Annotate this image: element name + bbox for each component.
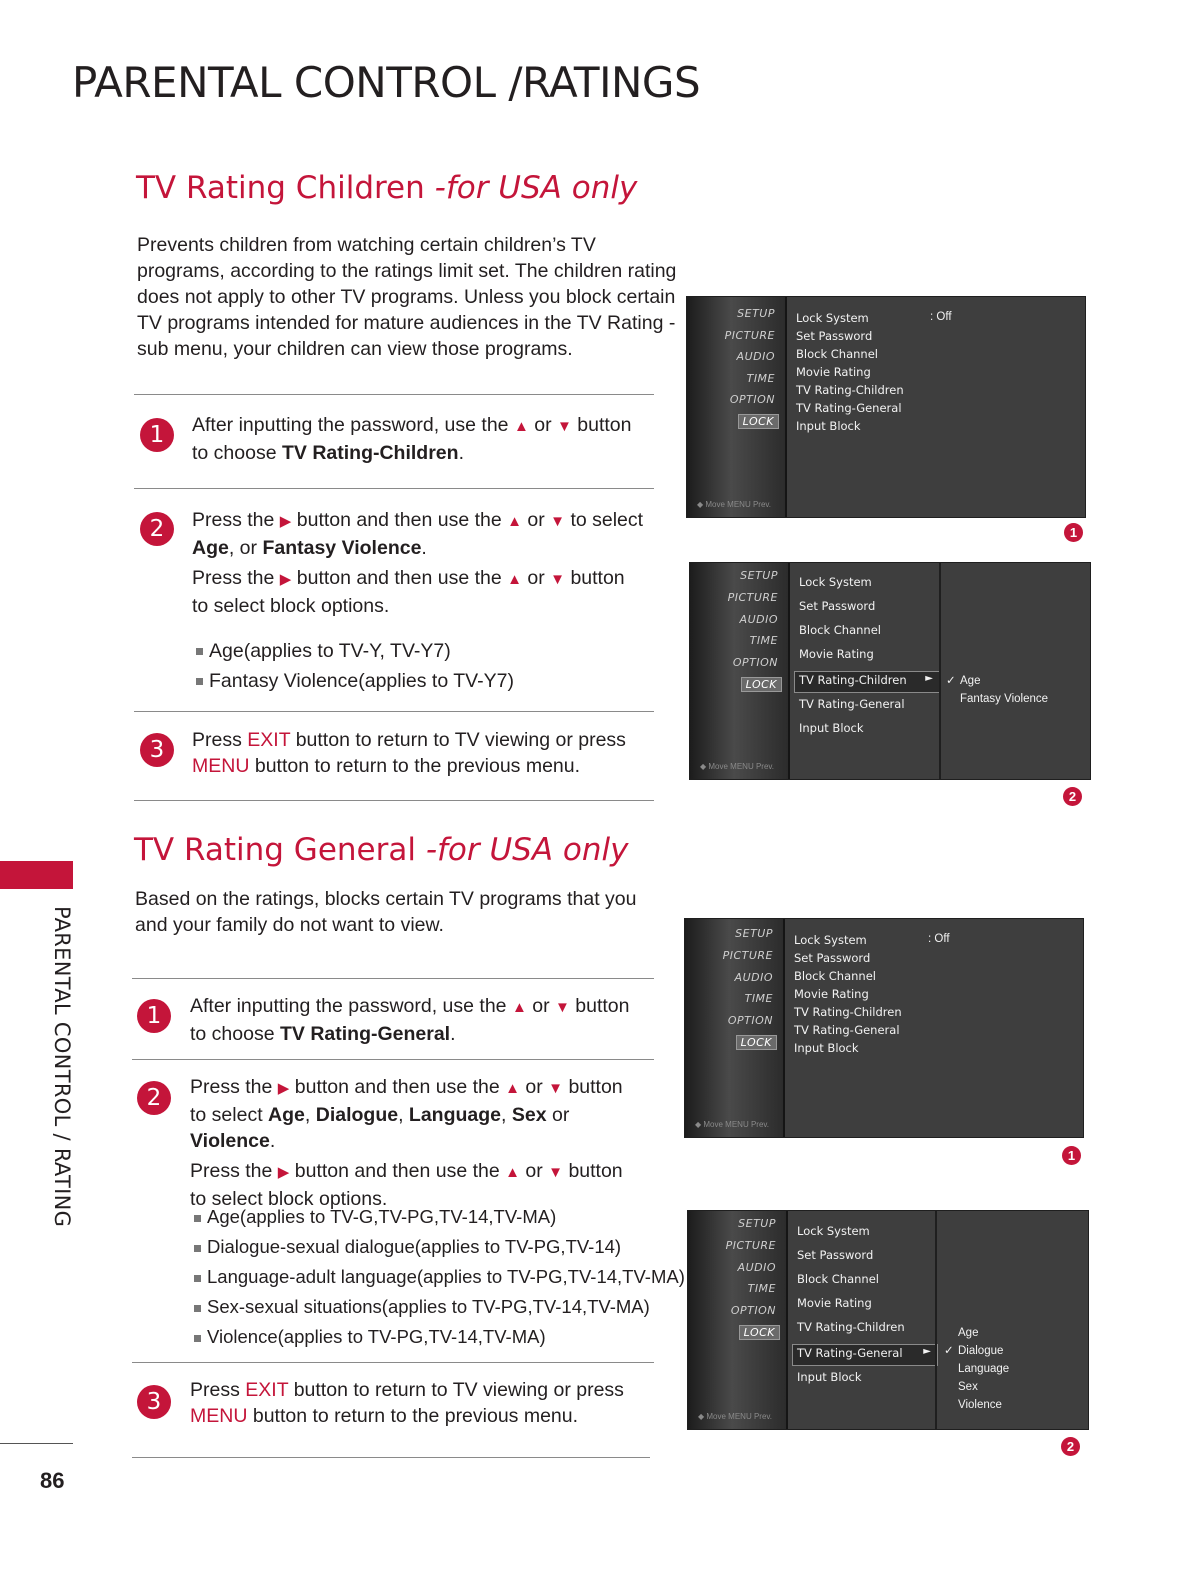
up-arrow-icon: ▲ [505,1164,520,1181]
figure-number: 1 [1064,523,1083,542]
section-title-text: TV Rating General [134,832,426,868]
list-item: Age(applies to TV-Y, TV-Y7) [196,636,514,666]
tv-category-panel: SETUP PICTURE AUDIO TIME OPTION LOCK ◆ Move MENU Prev. [687,297,787,517]
list-item: Violence(applies to TV-PG,TV-14,TV-MA) [194,1322,685,1352]
tv-category-panel: SETUP PICTURE AUDIO TIME OPTION LOCK ◆ Move MENU Prev. [685,919,785,1137]
tv-submenu: ✓ Age Fantasy Violence [946,675,1049,705]
figure-number: 2 [1061,1437,1080,1456]
section-title-children [136,170,637,206]
up-arrow-icon: ▲ [507,513,522,530]
tv-selected-item: TV Rating-General ► [792,1344,938,1366]
list-item: Sex-sexual situations(applies to TV-PG,TV-14,TV-MA) [194,1292,685,1322]
up-arrow-icon: ▲ [505,1080,520,1097]
tv-category-panel: SETUP PICTURE AUDIO TIME OPTION LOCK ◆ Move MENU Prev. [688,1211,788,1429]
rating-bullets [196,636,514,696]
section-title-text: TV Rating Children [136,170,435,206]
section-title-note: -for USA only [434,170,638,206]
tv-menu-screenshot: SETUP PICTURE AUDIO TIME OPTION LOCK ◆ Move MENU Prev. Lock System Set Password Block Channel Movie Rating TV Rating-Children TV Rating-General Input Block : Off [686,296,1086,518]
tv-menu-screenshot: SETUP PICTURE AUDIO TIME OPTION LOCK ◆ Move MENU Prev. Lock System Set Password Block Channel Movie Rating TV Rating-Children TV Rating-General ► Input Block Age ✓ Dialogue Language Sex Violence [687,1210,1089,1430]
list-item: Language-adult language(applies to TV-PG,TV-14,TV-MA) [194,1262,685,1292]
divider [132,1362,654,1363]
step-number: 2 [137,1081,171,1115]
figure-number: 2 [1063,787,1082,806]
step-number: 2 [140,512,174,546]
step-2-text: Press the ▶ button and then use the ▲ or ▼ to select Age, or Fantasy Violence. Press the ▶ button and then use the ▲ or ▼ button to select block options. [192,509,644,617]
tv-menu-screenshot: SETUP PICTURE AUDIO TIME OPTION LOCK ◆ Move MENU Prev. Lock System Set Password Block Channel Movie Rating TV Rating-Children TV Rating-General Input Block : Off [684,918,1084,1138]
divider [134,711,654,712]
page-title: PARENTAL CONTROL /RATINGS [72,58,701,107]
divider [132,1059,654,1060]
right-arrow-icon: ▶ [277,1080,290,1097]
tv-menu-screenshot: SETUP PICTURE AUDIO TIME OPTION LOCK ◆ Move MENU Prev. Lock System Set Password Block Channel Movie Rating TV Rating-Children ► TV Rating-General Input Block ✓ Age Fantasy Violence [689,562,1091,780]
step-2-text: Press the ▶ button and then use the ▲ or ▼ button to select Age, Dialogue, Language, Sex or Violence. Press the ▶ button and then use the ▲ or ▼ button to select block options. [190,1076,623,1210]
up-arrow-icon: ▲ [513,418,529,435]
side-tab-marker [0,861,73,889]
section-title-general [134,832,629,868]
footer-divider [0,1443,73,1444]
rating-bullets [194,1202,685,1352]
section-intro: Prevents children from watching certain children’s TV programs, according to the ratings limit set. The children rating does not apply to other TV programs. Unless you block certain TV programs intended for mature audiences in the TV Rating - sub menu, your children can view those programs. [137,234,677,360]
step-number: 1 [137,999,171,1033]
divider [132,978,654,979]
tv-category-panel: SETUP PICTURE AUDIO TIME OPTION LOCK ◆ Move MENU Prev. [690,563,790,779]
figure-number: 1 [1062,1146,1081,1165]
step-number: 3 [137,1385,171,1419]
list-item: Fantasy Violence(applies to TV-Y7) [196,666,514,696]
down-arrow-icon: ▼ [548,1080,564,1097]
step-3-text: Press EXIT button to return to TV viewing or press MENU button to return to the previous menu. [192,729,626,777]
list-item: Age(applies to TV-G,TV-PG,TV-14,TV-MA) [194,1202,685,1232]
tv-selected-item: TV Rating-Children ► [794,671,940,693]
page-number: 86 [40,1468,65,1493]
down-arrow-icon: ▼ [548,1164,564,1181]
step-number: 3 [140,733,174,767]
tv-submenu: Age ✓ Dialogue Language Sex Violence [944,1327,1010,1411]
down-arrow-icon: ▼ [550,571,566,588]
side-section-label: PARENTAL CONTROL / RATING [50,906,74,1228]
divider [134,394,654,395]
right-arrow-icon: ▶ [279,513,292,530]
divider [134,800,654,801]
section-intro: Based on the ratings, blocks certain TV programs that you and your family do not want to view. [135,888,637,936]
step-number: 1 [140,418,174,452]
right-arrow-icon: ▶ [277,1164,290,1181]
divider [132,1457,650,1458]
down-arrow-icon: ▼ [555,999,570,1016]
divider [134,488,654,489]
section-title-note: -for USA only [425,832,629,868]
up-arrow-icon: ▲ [507,571,522,588]
down-arrow-icon: ▼ [557,418,572,435]
down-arrow-icon: ▼ [550,513,566,530]
right-arrow-icon: ▶ [279,571,292,588]
list-item: Dialogue-sexual dialogue(applies to TV-PG,TV-14) [194,1232,685,1262]
up-arrow-icon: ▲ [511,999,527,1016]
step-1-text: After inputting the password, use the ▲ or ▼ button to choose TV Rating-Children. [192,414,632,464]
step-1-text: After inputting the password, use the ▲ or ▼ button to choose TV Rating-General. [190,995,630,1045]
step-3-text: Press EXIT button to return to TV viewing or press MENU button to return to the previous menu. [190,1379,624,1427]
